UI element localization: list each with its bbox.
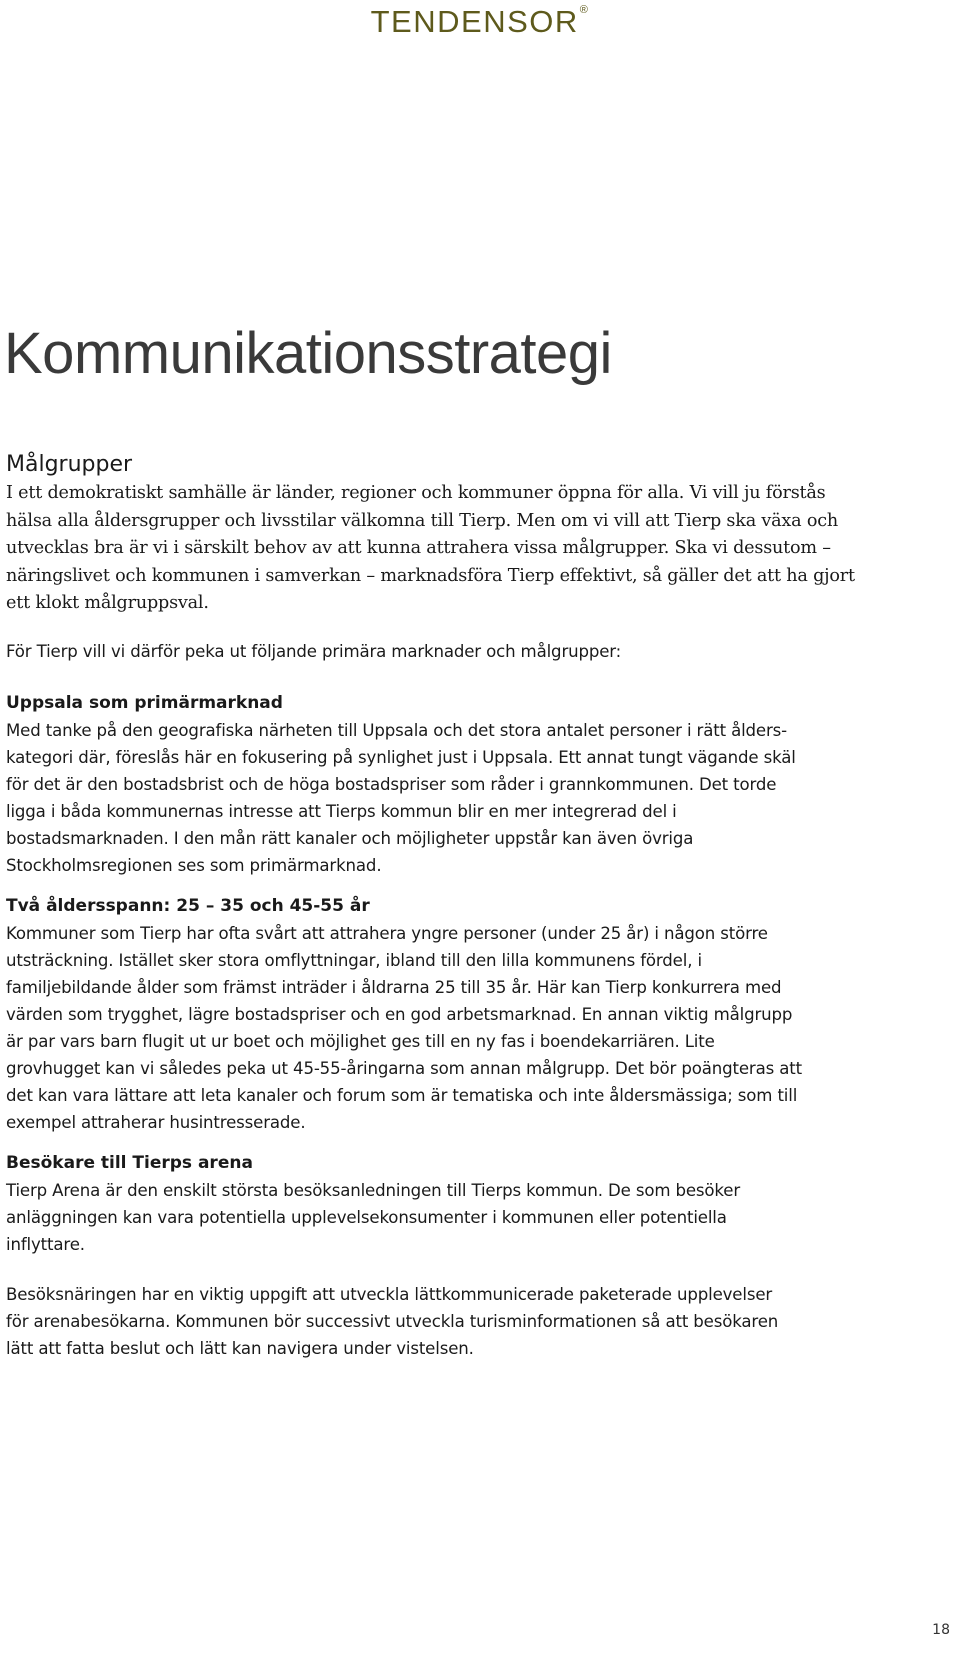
text-line: grovhugget kan vi således peka ut 45-55-åringarna som annan målgrupp. Det bör poängteras att bbox=[6, 1059, 802, 1078]
section-heading: Uppsala som primärmarknad bbox=[6, 693, 283, 713]
registered-mark: ® bbox=[579, 4, 590, 16]
text-line: det kan vara lättare att leta kanaler och forum som är tematiska och inte åldersmässiga; som till bbox=[6, 1086, 798, 1105]
page-number: 18 bbox=[932, 1622, 950, 1638]
text-line: hälsa alla åldersgrupper och livsstilar välkomna till Tierp. Men om vi vill att Tierp ska växa och bbox=[6, 510, 839, 531]
paragraph bbox=[6, 1177, 956, 1258]
section-besokare bbox=[6, 1150, 956, 1258]
text-line: för arenabesökarna. Kommunen bör successivt utveckla turisminformationen så att besökaren bbox=[6, 1312, 779, 1331]
text-line: bostadsmarknaden. I den mån rätt kanaler och möjligheter uppstår kan även övriga bbox=[6, 829, 694, 848]
text-line: Stockholmsregionen ses som primärmarknad. bbox=[6, 856, 382, 875]
text-line: ligga i båda kommunernas intresse att Tierps kommun blir en mer integrerad del i bbox=[6, 802, 677, 821]
text-line: Kommuner som Tierp har ofta svårt att attrahera yngre personer (under 25 år) i någon större bbox=[6, 924, 768, 943]
text-line: Tierp Arena är den enskilt största besöksanledningen till Tierps kommun. De som besöker bbox=[6, 1181, 741, 1200]
text-line: inflyttare. bbox=[6, 1235, 85, 1254]
paragraph bbox=[6, 480, 956, 618]
text-line: anläggningen kan vara potentiella upplevelsekonsumenter i kommunen eller potentiella bbox=[6, 1208, 727, 1227]
text-line: För Tierp vill vi därför peka ut följande primära marknader och målgrupper: bbox=[6, 642, 622, 661]
section-heading: Besökare till Tierps arena bbox=[6, 1153, 253, 1173]
logo-text: TENDENSOR bbox=[370, 4, 579, 39]
text-line: ett klokt målgruppsval. bbox=[6, 593, 209, 613]
text-line: familjebildande ålder som främst inträder i åldrarna 25 till 35 år. Här kan Tierp konkurrera med bbox=[6, 978, 782, 997]
text-line: är par vars barn flugit ut ur boet och möjlighet ges till en ny fas i boendekarriären. Lite bbox=[6, 1032, 715, 1051]
page-title: Kommunikationsstrategi bbox=[4, 321, 612, 386]
section-uppsala bbox=[6, 690, 956, 879]
text-line: kategori där, föreslås här en fokusering på synlighet just i Uppsala. Ett annat tungt vägande skäl bbox=[6, 748, 796, 767]
section-heading: Målgrupper bbox=[6, 452, 133, 477]
text-line: näringslivet och kommunen i samverkan – marknadsföra Tierp effektivt, så gäller det att ha gjort bbox=[6, 565, 855, 586]
text-line: I ett demokratiskt samhälle är länder, regioner och kommuner öppna för alla. Vi vill ju förstås bbox=[6, 483, 826, 503]
paragraph-besoksnaringen bbox=[6, 1281, 956, 1362]
text-line: utvecklas bra är vi i särskilt behov av att kunna attrahera vissa målgrupper. Ska vi dessutom – bbox=[6, 538, 831, 558]
section-heading: Två åldersspann: 25 – 35 och 45-55 år bbox=[6, 896, 370, 916]
text-line: Med tanke på den geografiska närheten till Uppsala och det stora antalet personer i rätt ålders- bbox=[6, 721, 787, 740]
intro-paragraph bbox=[6, 638, 956, 665]
text-line: värden som trygghet, lägre bostadspriser och en god arbetsmarknad. En annan viktig målgrupp bbox=[6, 1005, 793, 1024]
paragraph bbox=[6, 717, 956, 879]
text-line: lätt att fatta beslut och lätt kan navigera under vistelsen. bbox=[6, 1339, 474, 1358]
section-malgrupper bbox=[6, 450, 956, 618]
text-line: utsträckning. Istället sker stora omflyttningar, ibland till den lilla kommunens fördel, i bbox=[6, 951, 702, 970]
text-line: för det är den bostadsbrist och de höga bostadspriser som råder i grannkommunen. Det torde bbox=[6, 775, 777, 794]
paragraph bbox=[6, 920, 956, 1136]
section-aldersspann bbox=[6, 893, 956, 1136]
text-line: Besöksnäringen har en viktig uppgift att utveckla lättkommunicerade paketerade upplevelser bbox=[6, 1285, 773, 1304]
text-line: exempel attraherar husintresserade. bbox=[6, 1113, 306, 1132]
company-logo bbox=[0, 6, 960, 37]
